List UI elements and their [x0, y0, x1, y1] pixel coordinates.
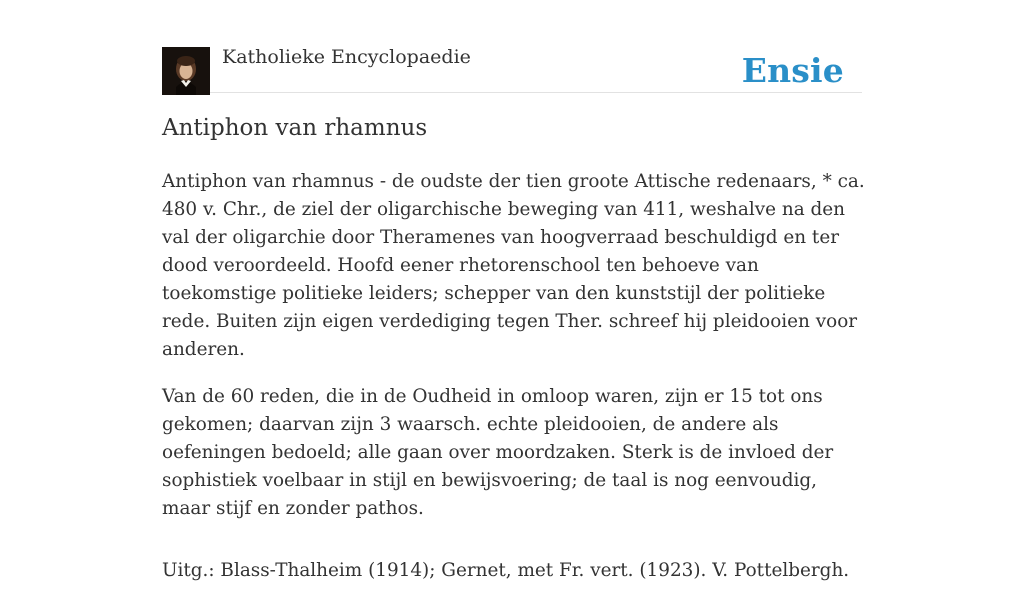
site-name[interactable]: Katholieke Encyclopaedie	[222, 46, 471, 68]
article-source: Uitg.: Blass-Thalheim (1914); Gernet, met Fr. vert. (1923). V. Pottelbergh.	[162, 560, 850, 581]
site-header	[162, 40, 862, 93]
article-paragraph: Van de 60 reden, die in de Oudheid in omloop waren, zijn er 15 tot ons gekomen; daarvan zijn 3 waarsch. echte pleidooien, de andere als oefeningen bedoeld; alle gaan over moordzaken. Sterk is de invloed der sophistiek voelbaar in stijl en bewijsvoering; de taal is nog eenvoudig, maar stijf en zonder pathos.	[162, 386, 834, 519]
article-title: Antiphon van rhamnus	[162, 115, 428, 141]
article-paragraph: Antiphon van rhamnus - de oudste der tien groote Attische redenaars, * ca. 480 v. Chr., de ziel der oligarchische beweging van 411, weshalve na den val der oligarchie door Theramenes van hoogverraad beschuldigd en ter dood veroordeeld. Hoofd eener rhetorenschool ten behoeve van toekomstige politieke leiders; schepper van den kunststijl der politieke rede. Buiten zijn eigen verdediging tegen Ther. schreef hij pleidooien voor anderen.	[162, 171, 865, 360]
article-body	[162, 168, 865, 604]
brand-logo[interactable]: Ensie	[741, 51, 844, 90]
portrait-illustration	[162, 47, 210, 95]
portrait-avatar-icon[interactable]	[162, 47, 210, 95]
